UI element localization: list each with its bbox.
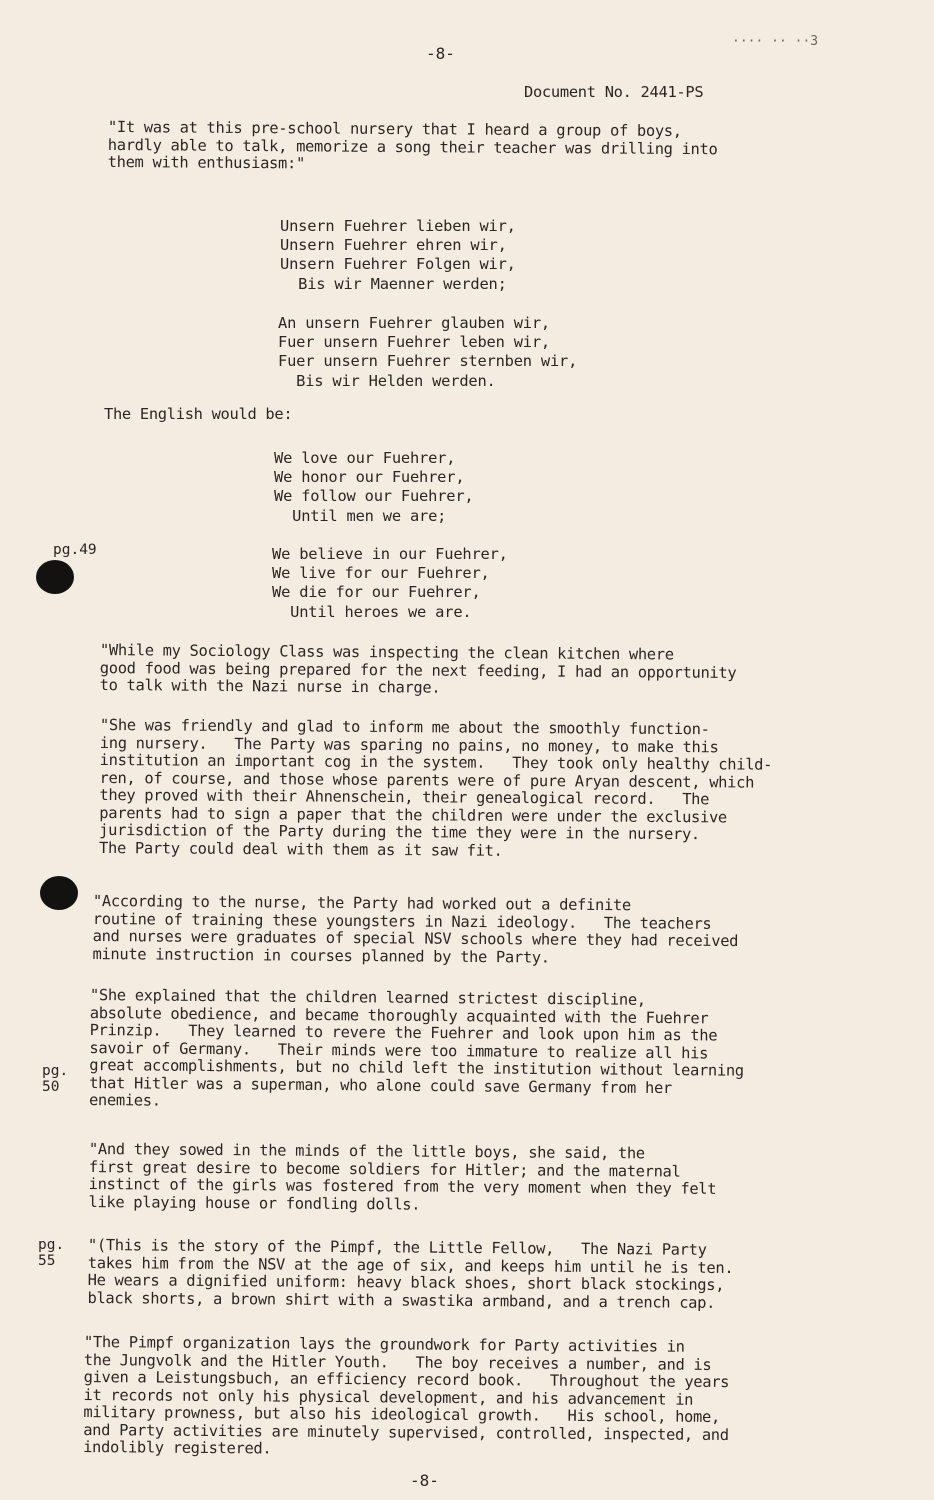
paragraph-pimpf: "(This is the story of the Pimpf, the Little Fellow, The Nazi Party takes him from the NSV at the age of six, and keeps him until he is ten. He wears a dignified uniform: heavy black shoes, short black stockings, black shorts, a brown shirt with a swastika armband, and a trench cap. — [87, 1236, 734, 1312]
paragraph-soldiers: "And they sowed in the minds of the little boys, she said, the first great desire to become soldiers for Hitler; and the maternal instinct of the girls was fostered from the very moment when they felt like playing house or fondling dolls. — [88, 1140, 717, 1214]
paragraph-organization: "The Pimpf organization lays the groundwork for Party activities in the Jungvolk and the Hitler Youth. The boy receives a number, and is given a Leistungsbuch, an efficiency record book. Throughout the years it records not only his physical development, and his advancement in military prowness, but also his ideological growth. His school, home, and Party activities are minutely supervised, controlled, inspected, and indolibly registered. — [83, 1333, 730, 1458]
page-number-bottom: -8- — [410, 1471, 439, 1490]
paragraph-kitchen: "While my Sociology Class was inspecting the clean kitchen where good food was being prepared for the next feeding, I had an opportunity to talk with the Nazi nurse in charge. — [99, 641, 737, 697]
margin-note-pg55: pg. 55 — [38, 1237, 65, 1269]
intro-paragraph: "It was at this pre-school nursery that I heard a group of boys, hardly able to talk, memorize a song their teacher was drilling into them with enthusiasm:" — [107, 118, 718, 173]
corner-mark: ···· ·· ··3 — [732, 34, 819, 49]
punch-hole-middle — [40, 876, 78, 910]
document-number: Document No. 2441-PS — [524, 83, 704, 101]
margin-note-pg49: pg.49 — [53, 542, 97, 558]
paragraph-nursery: "She was friendly and glad to inform me about the smoothly function- ing nursery. The Party was sparing no pains, no money, to make this institution an important cog in the system. They took only healthy child- ren, of course, and those whose parents were of pure Aryan descent, which they proved with their Ahnenschein, their genealogical record. The parents had to sign a paper that the children were under the exclusive jurisdiction of the Party during the time they were in the nursery. The Party could deal with them as it saw fit. — [99, 716, 773, 860]
punch-hole-top — [36, 560, 74, 594]
german-poem-stanza-2: An unsern Fuehrer glauben wir, Fuer unsern Fuehrer leben wir, Fuer unsern Fuehrer sternben wir, Bis wir Helden werden. — [278, 314, 578, 390]
paragraph-discipline: "She explained that the children learned strictest discipline, absolute obedience, and became thoroughly acquainted with the Fuehrer Prinzip. They learned to revere the Fuehrer and look upon him as the savoir of Germany. Their minds were too immature to realize all his great accomplishments, but no child left the institution without learning that Hitler was a superman, who alone could save Germany from her enemies. — [88, 986, 744, 1110]
paragraph-training: "According to the nurse, the Party had worked out a definite routine of training these youngsters in Nazi ideology. The teachers and nurses were graduates of special NSV schools where they had received minute instruction in courses planned by the Party. — [92, 892, 739, 967]
english-poem-stanza-2: We believe in our Fuehrer, We live for our Fuehrer, We die for our Fuehrer, Until heroes we are. — [272, 545, 508, 621]
english-intro: The English would be: — [104, 405, 293, 423]
page-number-top: -8- — [426, 44, 455, 63]
english-poem-stanza-1: We love our Fuehrer, We honor our Fuehrer, We follow our Fuehrer, Until men we are; — [274, 449, 474, 525]
german-poem-stanza-1: Unsern Fuehrer lieben wir, Unsern Fuehrer ehren wir, Unsern Fuehrer Folgen wir, Bis wir Maenner werden; — [280, 217, 516, 293]
margin-note-pg50: pg. 50 — [42, 1063, 69, 1095]
